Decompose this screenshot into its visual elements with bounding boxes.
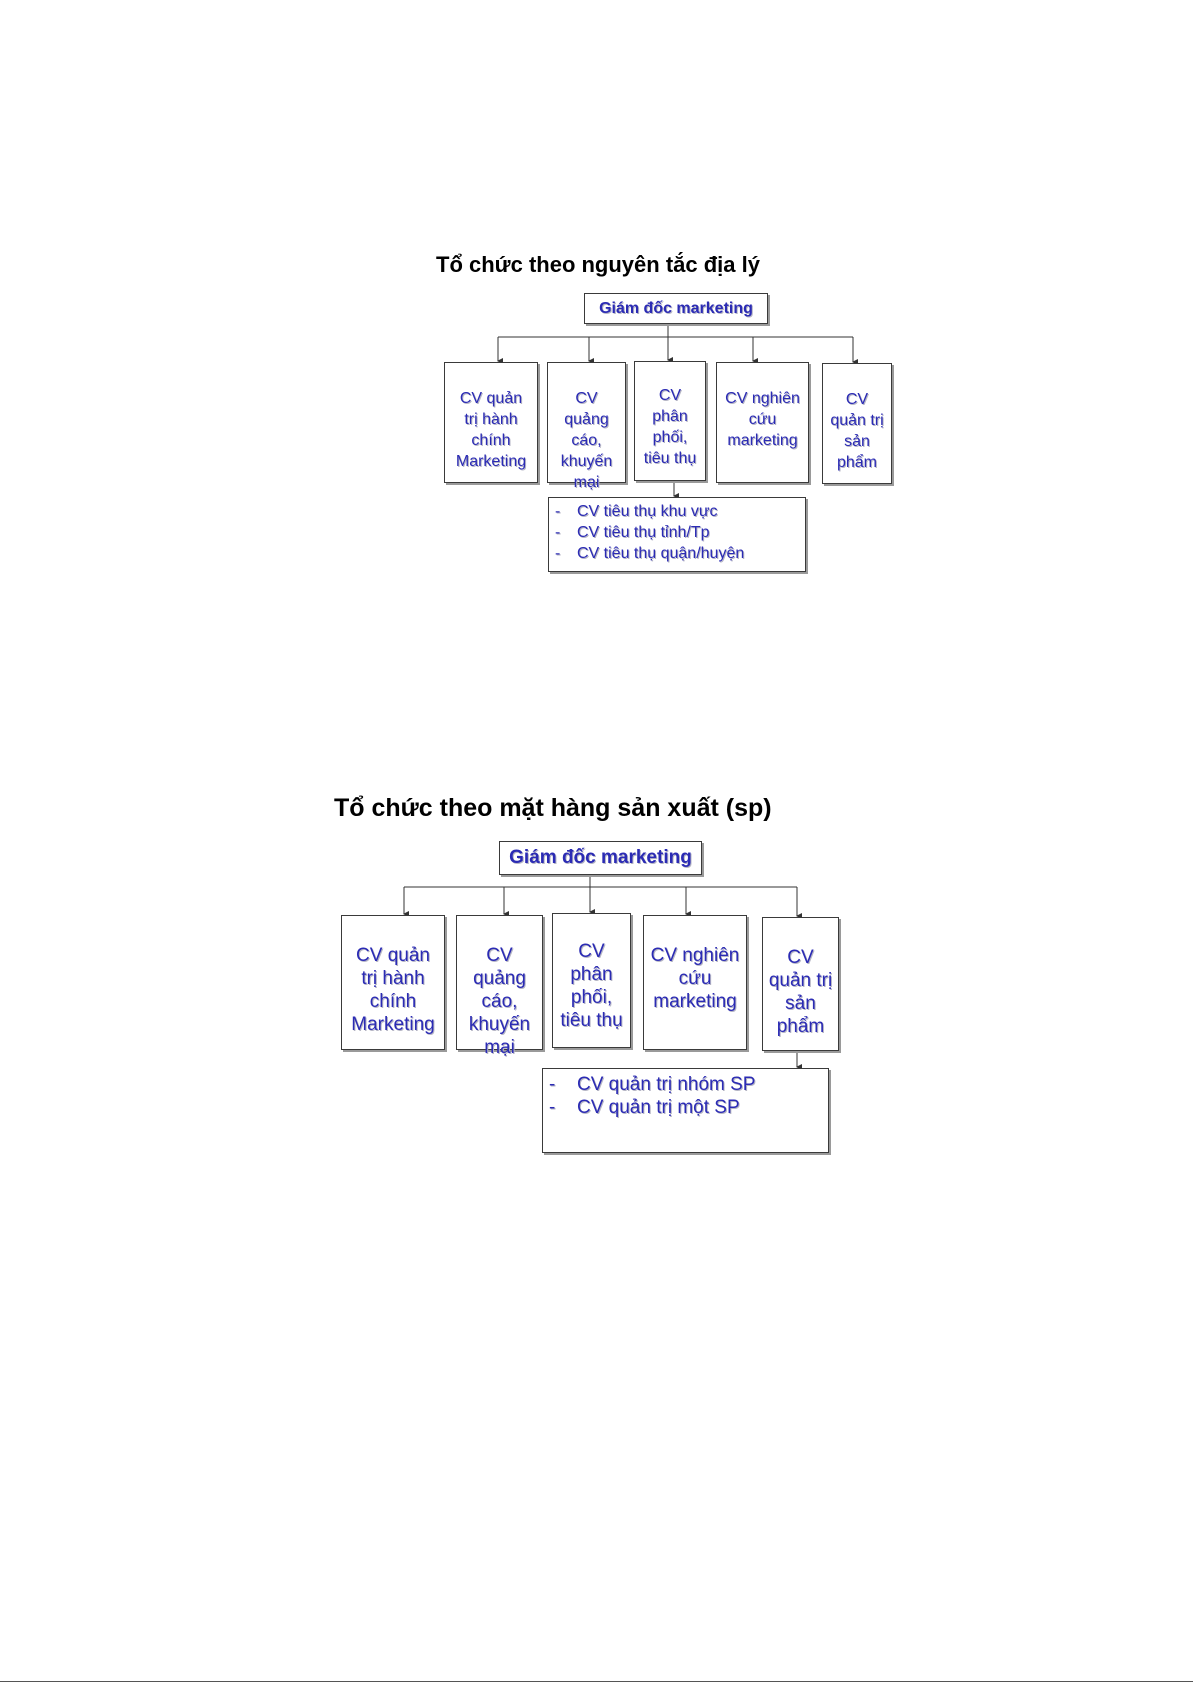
diagram1-root-label: Giám đốc marketing bbox=[599, 300, 753, 317]
diagram2-title: Tổ chức theo mặt hàng sản xuất (sp) bbox=[334, 794, 772, 822]
diagram2-child-admin bbox=[341, 915, 445, 1050]
list-item: - CV tiêu thụ tỉnh/Tp bbox=[555, 524, 710, 541]
diagram2-child-advertising-label: CV quảng cáo, khuyến mại bbox=[468, 945, 531, 1058]
list-item: - CV quản trị một SP bbox=[549, 1097, 740, 1118]
diagram1-child-research-label: CV nghiên cứu marketing bbox=[725, 390, 800, 449]
diagram2-child-distribution bbox=[552, 913, 631, 1048]
diagram2-child-product-label: CV quản trị sản phẩm bbox=[768, 947, 833, 1037]
diagram2-child-admin-label: CV quản trị hành chính Marketing bbox=[351, 945, 435, 1035]
diagram1-title: Tổ chức theo nguyên tắc địa lý bbox=[436, 252, 760, 277]
list-item: - CV tiêu thụ quận/huyện bbox=[555, 545, 745, 562]
diagram2-root-box bbox=[499, 841, 702, 875]
diagram2-child-research-label: CV nghiên cứu marketing bbox=[650, 945, 740, 1012]
diagram2-root-label: Giám đốc marketing bbox=[509, 847, 692, 868]
page-bottom-rule bbox=[0, 1681, 1193, 1682]
diagram1-child-admin-label: CV quản trị hành chính Marketing bbox=[455, 390, 527, 470]
diagram2-child-research bbox=[643, 915, 747, 1050]
diagram1-child-advertising-label: CV quảng cáo, khuyến mại bbox=[560, 390, 613, 491]
diagram2-sublist bbox=[542, 1068, 829, 1153]
diagram2-child-product bbox=[762, 917, 839, 1051]
diagram1-child-distribution-label: CV phân phối, tiêu thụ bbox=[643, 387, 697, 467]
diagram2-child-advertising bbox=[456, 915, 543, 1058]
list-item: - CV quản trị nhóm SP bbox=[549, 1074, 756, 1095]
diagram1-child-product-label: CV quản trị sản phẩm bbox=[830, 391, 884, 471]
diagram2-child-distribution-label: CV phân phối, tiêu thụ bbox=[560, 941, 623, 1031]
list-item: - CV tiêu thụ khu vực bbox=[555, 503, 718, 520]
